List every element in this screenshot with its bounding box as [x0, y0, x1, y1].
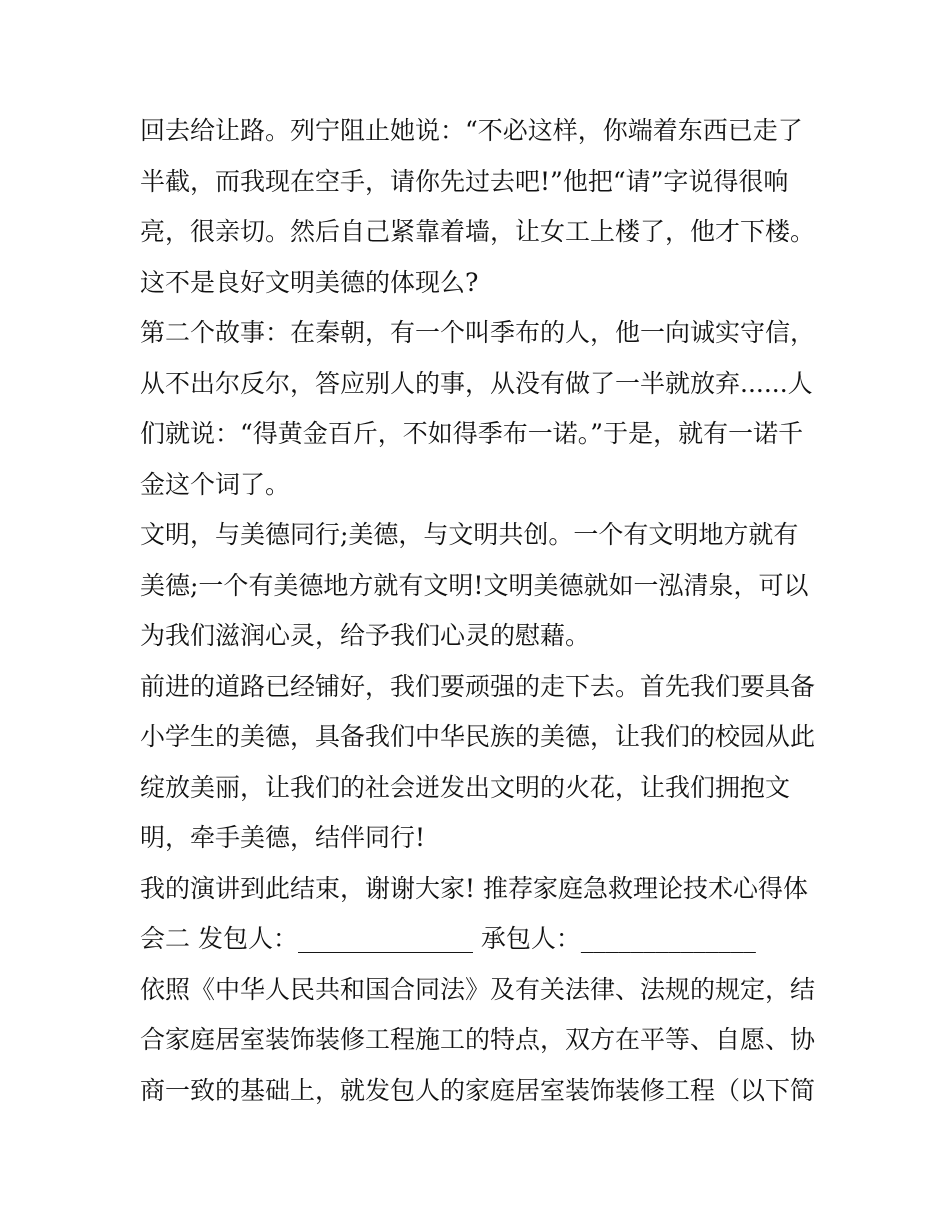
text-line: 我的演讲到此结束，谢谢大家! 推荐家庭急救理论技术心得体 — [140, 873, 808, 903]
text-line: 商一致的基础上，就发包人的家庭居室装饰装修工程（以下简 — [140, 1075, 816, 1105]
text-line: 文明，与美德同行;美德，与文明共创。一个有文明地方就有 — [140, 520, 799, 549]
text-line: 明，牵手美德，结伴同行! — [140, 823, 426, 852]
text-line: 小学生的美德，具备我们中华民族的美德，让我们的校园从此 — [140, 722, 816, 751]
text-line: 会二 发包人：______________ 承包人：______________ — [140, 924, 756, 953]
text-line: 第二个故事：在秦朝，有一个叫季布的人，他一向诚实守信， — [140, 318, 816, 347]
text-line: 们就说：“得黄金百斤，不如得季布一诺。”于是，就有一诺千 — [140, 419, 804, 448]
text-line: 回去给让路。列宁阻止她说：“不必这样，你端着东西已走了 — [140, 116, 803, 145]
text-line: 这不是良好文明美德的体现么? — [140, 267, 479, 297]
text-line: 依照《中华人民共和国合同法》及有关法律、法规的规定，结 — [140, 974, 816, 1004]
text-line: 合家庭居室装饰装修工程施工的特点，双方在平等、自愿、协 — [140, 1025, 816, 1054]
body-text — [140, 106, 820, 1116]
text-line: 从不出尔反尔，答应别人的事，从没有做了一半就放弃......人 — [140, 368, 813, 398]
text-line: 亮，很亲切。然后自己紧靠着墙，让女工上楼了，他才下楼。 — [140, 217, 816, 246]
text-line: 金这个词了。 — [140, 469, 291, 499]
text-line: 为我们滋润心灵，给予我们心灵的慰藉。 — [140, 621, 591, 650]
text-line: 前进的道路已经铺好，我们要顽强的走下去。首先我们要具备 — [140, 671, 816, 701]
text-line: 美德;一个有美德地方就有文明!文明美德就如一泓清泉，可以 — [140, 570, 809, 600]
text-line: 半截，而我现在空手，请你先过去吧!”他把“请”字说得很响 — [140, 166, 789, 196]
text-line: 绽放美丽，让我们的社会迸发出文明的火花，让我们拥抱文 — [140, 772, 791, 802]
